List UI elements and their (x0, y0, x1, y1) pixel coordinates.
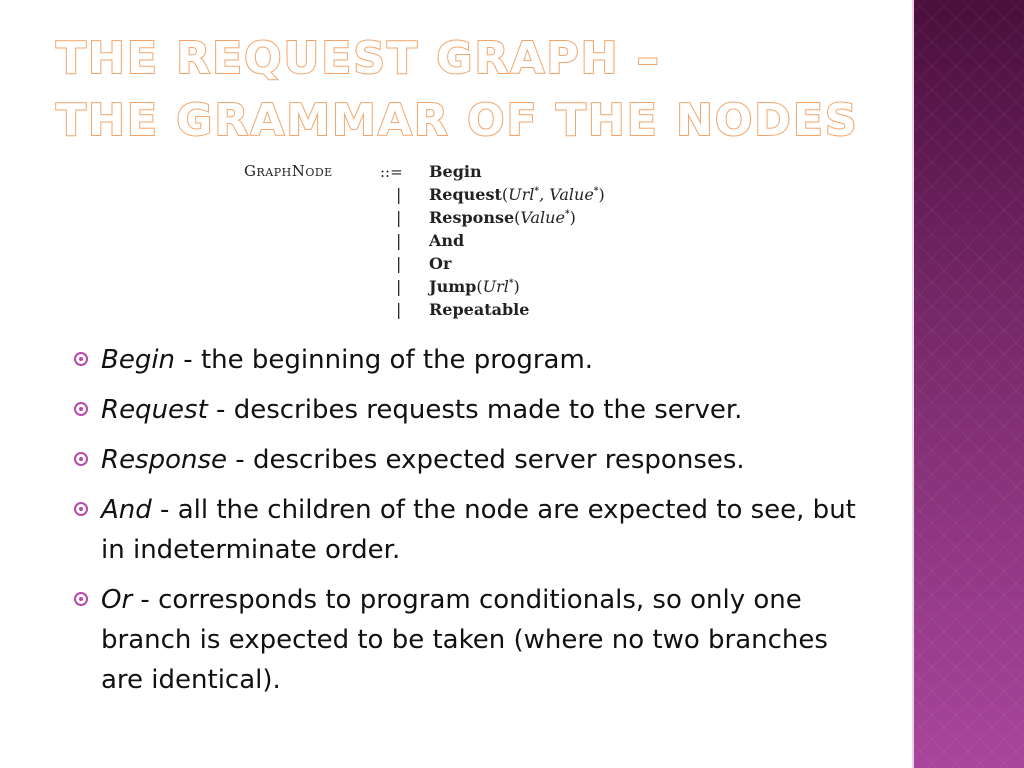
production-name: Or (429, 254, 452, 273)
alternative-separator: | (396, 208, 402, 227)
circle-bullet-icon (74, 352, 88, 366)
argument: Url (482, 277, 509, 296)
bullet-list (72, 340, 872, 710)
list-item (72, 390, 872, 430)
open-paren: ( (501, 185, 509, 204)
production-name: And (429, 231, 465, 250)
production-name: Jump (429, 277, 477, 296)
grammar-production (244, 208, 664, 231)
node-term: Response (101, 445, 228, 475)
node-term: Begin (101, 345, 176, 375)
close-paren: ) (598, 185, 605, 204)
node-term: Request (101, 395, 208, 425)
production-request (429, 185, 605, 204)
production-name: Request (429, 185, 502, 204)
list-item (72, 490, 872, 570)
circle-bullet-icon (74, 592, 88, 606)
grammar-production (244, 162, 664, 185)
alternative-separator: | (396, 254, 402, 273)
argument: Value (520, 208, 565, 227)
circle-bullet-icon (74, 402, 88, 416)
decorative-side-panel (912, 0, 1024, 768)
kleene-star: * (564, 209, 570, 220)
production-name: Repeatable (429, 300, 530, 319)
close-paren: ) (513, 277, 520, 296)
list-item (72, 340, 872, 380)
production-name: Response (429, 208, 515, 227)
kleene-star: * (534, 186, 540, 197)
production-response (429, 208, 576, 227)
grammar-production (244, 300, 664, 323)
grammar-production (244, 277, 664, 300)
alternative-separator: | (396, 185, 402, 204)
node-description: - all the children of the node are expected to see, but in indeterminate order. (101, 495, 856, 565)
grammar-production (244, 231, 664, 254)
side-panel-edge (912, 0, 914, 768)
circle-bullet-icon (74, 452, 88, 466)
node-description: - the beginning of the program. (175, 345, 594, 375)
argument: Url (508, 185, 535, 204)
grammar-production (244, 254, 664, 277)
production-jump (429, 277, 520, 296)
list-item (72, 440, 872, 480)
slide-title-line-1: THE REQUEST GRAPH – (56, 33, 661, 84)
grammar-production (244, 185, 664, 208)
kleene-star: * (593, 186, 599, 197)
node-description: - describes expected server responses. (227, 445, 745, 475)
grammar-figure (244, 162, 664, 328)
open-paren: ( (476, 277, 483, 296)
alternative-separator: | (396, 300, 402, 319)
node-description: - corresponds to program conditionals, so only one branch is expected to be taken (where no two branches are identical). (101, 585, 828, 695)
slide-title (56, 28, 896, 152)
grammar-lhs: GraphNode (244, 162, 333, 180)
close-paren: ) (569, 208, 576, 227)
production-and (429, 231, 464, 250)
node-term: And (101, 495, 152, 525)
node-description: - describes requests made to the server. (207, 395, 743, 425)
production-begin (429, 162, 482, 181)
argument: , Value (539, 185, 594, 204)
grammar-defines-symbol: ::= (380, 163, 403, 181)
list-item (72, 580, 872, 700)
open-paren: ( (514, 208, 521, 227)
alternative-separator: | (396, 231, 402, 250)
node-term: Or (101, 585, 133, 615)
production-name: Begin (429, 162, 482, 181)
circle-bullet-icon (74, 502, 88, 516)
slide-title-line-2: THE GRAMMAR OF THE NODES (56, 95, 859, 146)
alternative-separator: | (396, 277, 402, 296)
production-or (429, 254, 451, 273)
production-repeatable (429, 300, 529, 319)
kleene-star: * (508, 278, 514, 289)
